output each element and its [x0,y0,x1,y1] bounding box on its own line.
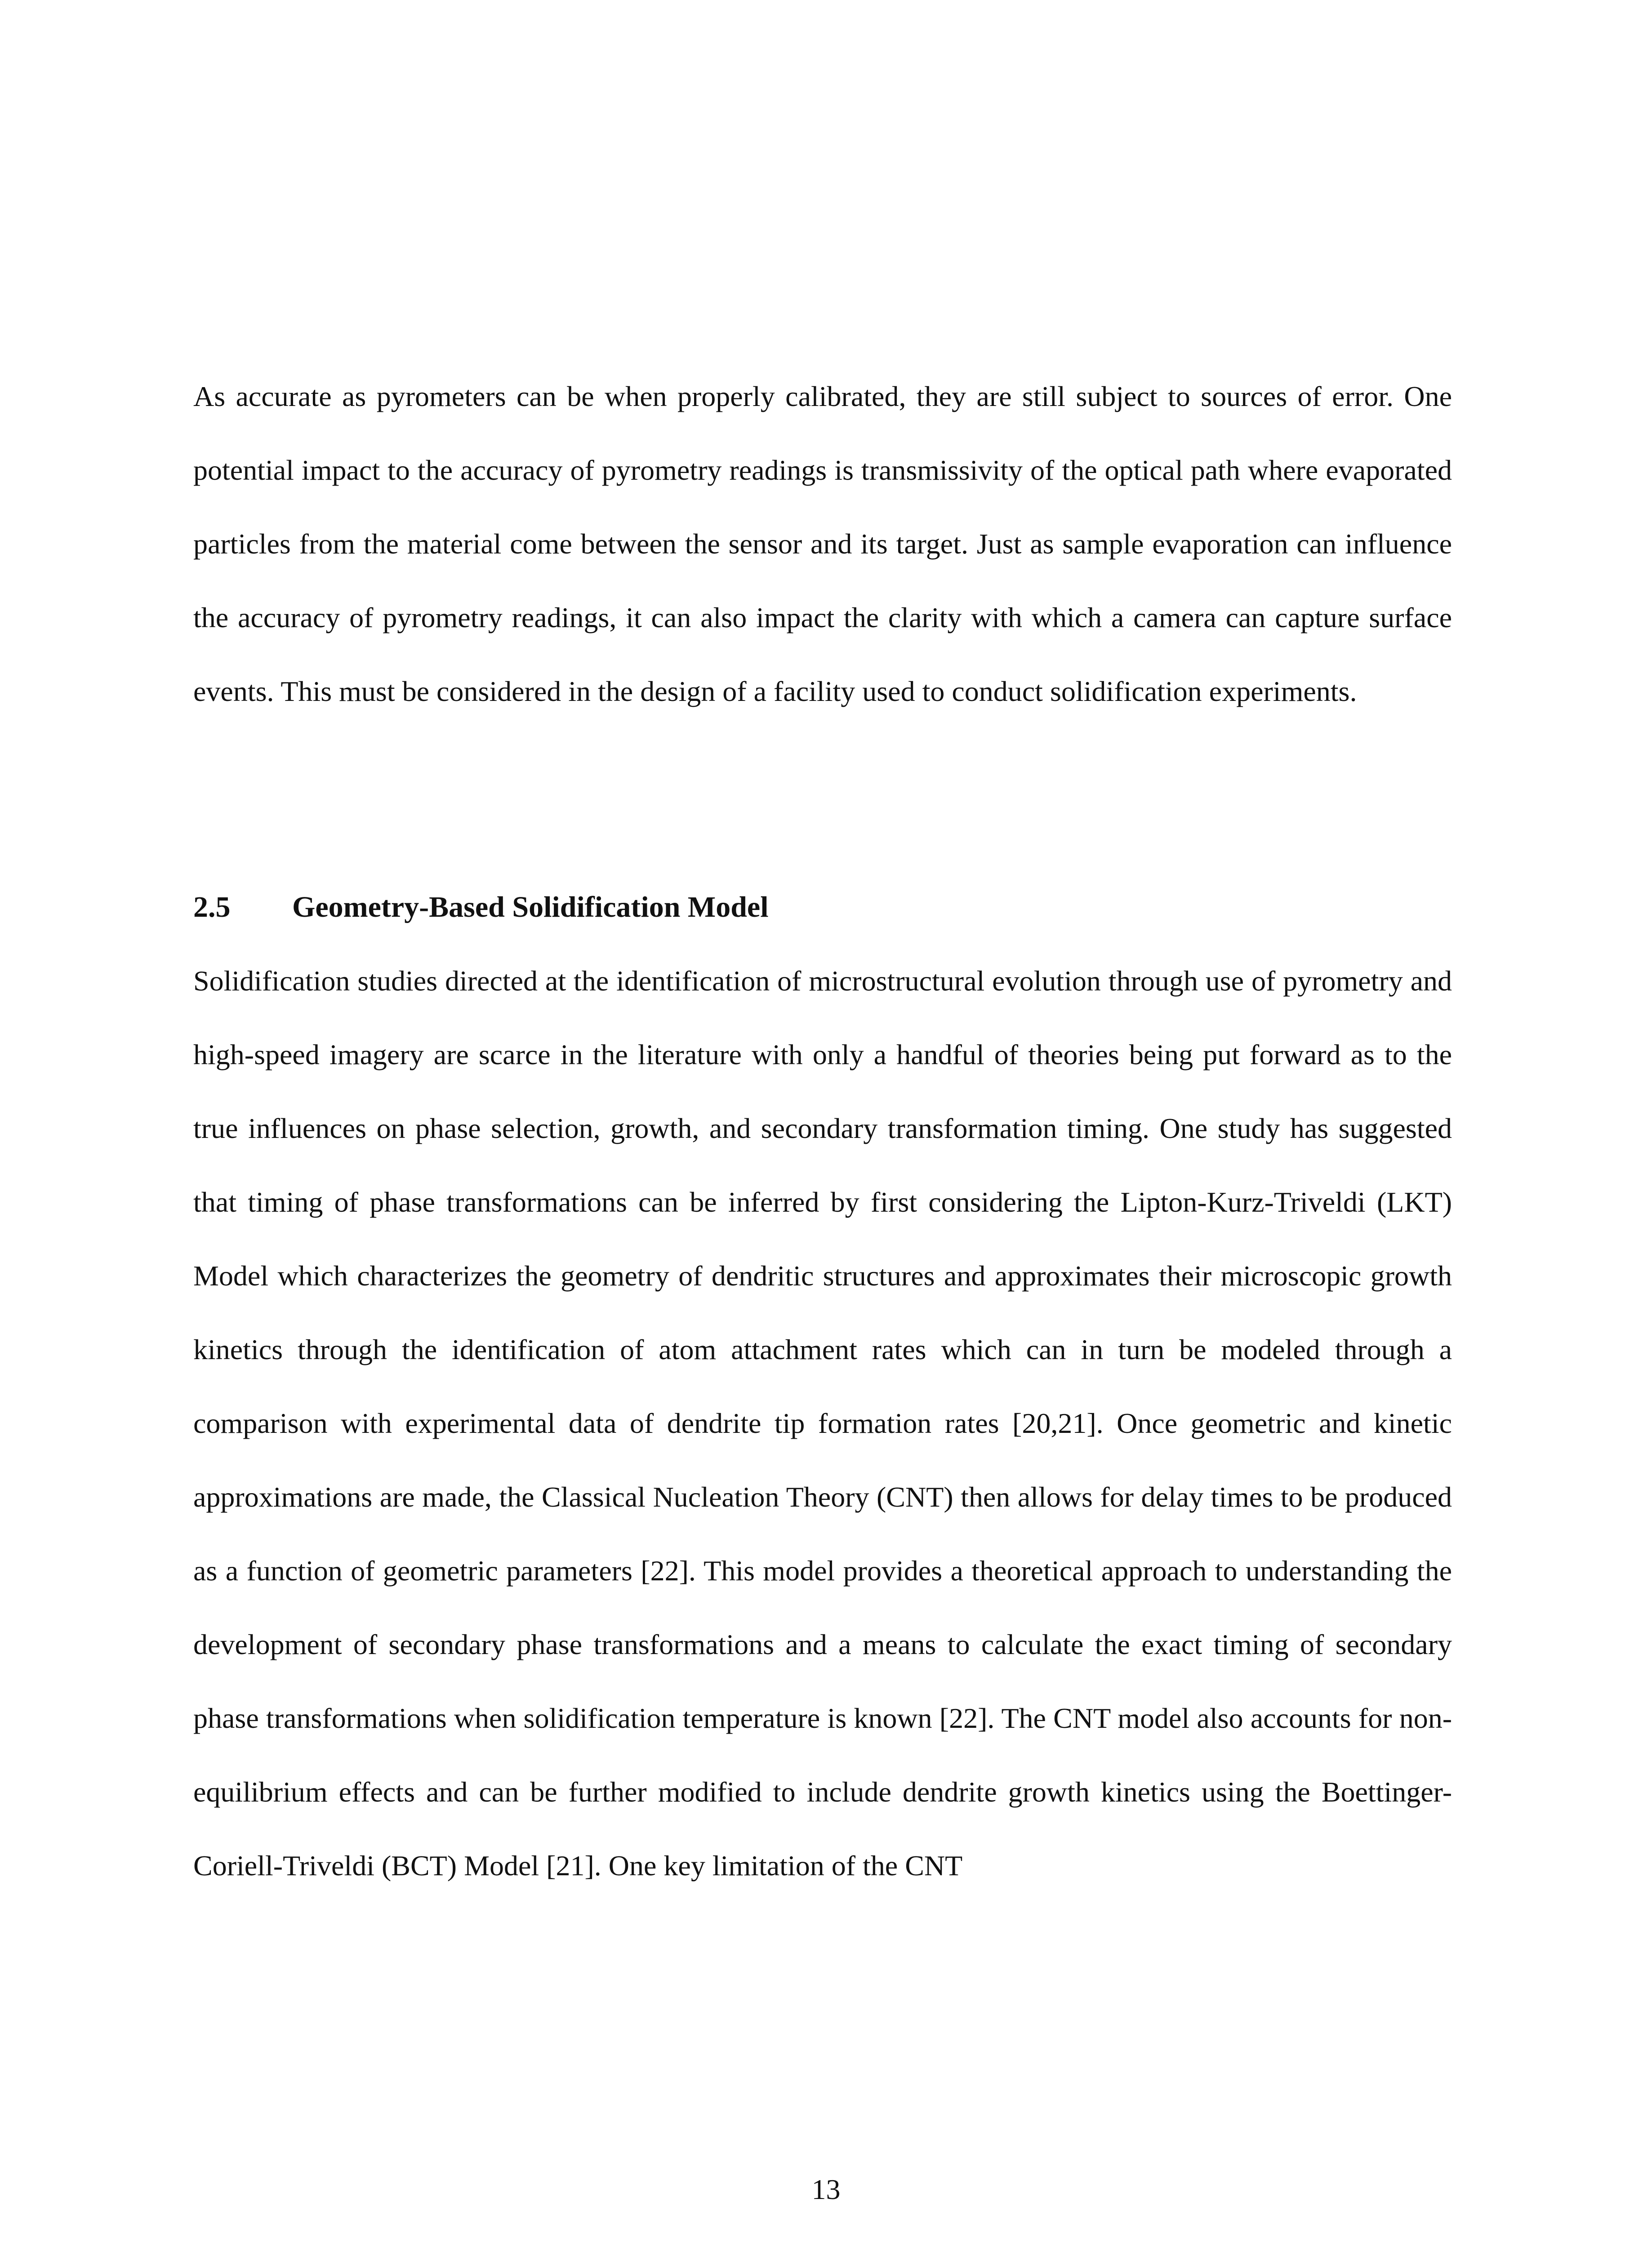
paragraph-solidification-model: Solidification studies directed at the identification of microstructural evolution through use of pyrometry and high-speed imagery are scarce in the literature with only a handful of theories being put forward as to the true influences on phase selection, growth, and secondary transformation timing. One study has suggested that timing of phase transformations can be inferred by first considering the Lipton-Kurz-Triveldi (LKT) Model which characterizes the geometry of dendritic structures and approximates their microscopic growth kinetics through the identification of atom attachment rates which can in turn be modeled through a comparison with experimental data of dendrite tip formation rates [20,21]. Once geometric and kinetic approximations are made, the Classical Nucleation Theory (CNT) then allows for delay times to be produced as a function of geometric parameters [22]. This model provides a theoretical approach to understanding the development of secondary phase transformations and a means to calculate the exact timing of secondary phase transformations when solidification temperature is known [22]. The CNT model also accounts for non-equilibrium effects and can be further modified to include dendrite growth kinetics using the Boettinger-Coriell-Triveldi (BCT) Model [21]. One key limitation of the CNT [193,965,1452,1882]
section-heading [193,870,1452,944]
page-number: 13 [811,2173,841,2205]
paragraph-pyrometer-error: As accurate as pyrometers can be when properly calibrated, they are still subject to sources of error. One potential impact to the accuracy of pyrometry readings is transmissivity of the optical path where evaporated particles from the material come between the sensor and its target. Just as sample evaporation can influence the accuracy of pyrometry readings, it can also impact the clarity with which a camera can capture surface events. This must be considered in the design of a facility used to conduct solidification experiments. [193,380,1452,707]
section-number: 2.5 [193,891,231,923]
section-title: Geometry-Based Solidification Model [292,891,769,923]
